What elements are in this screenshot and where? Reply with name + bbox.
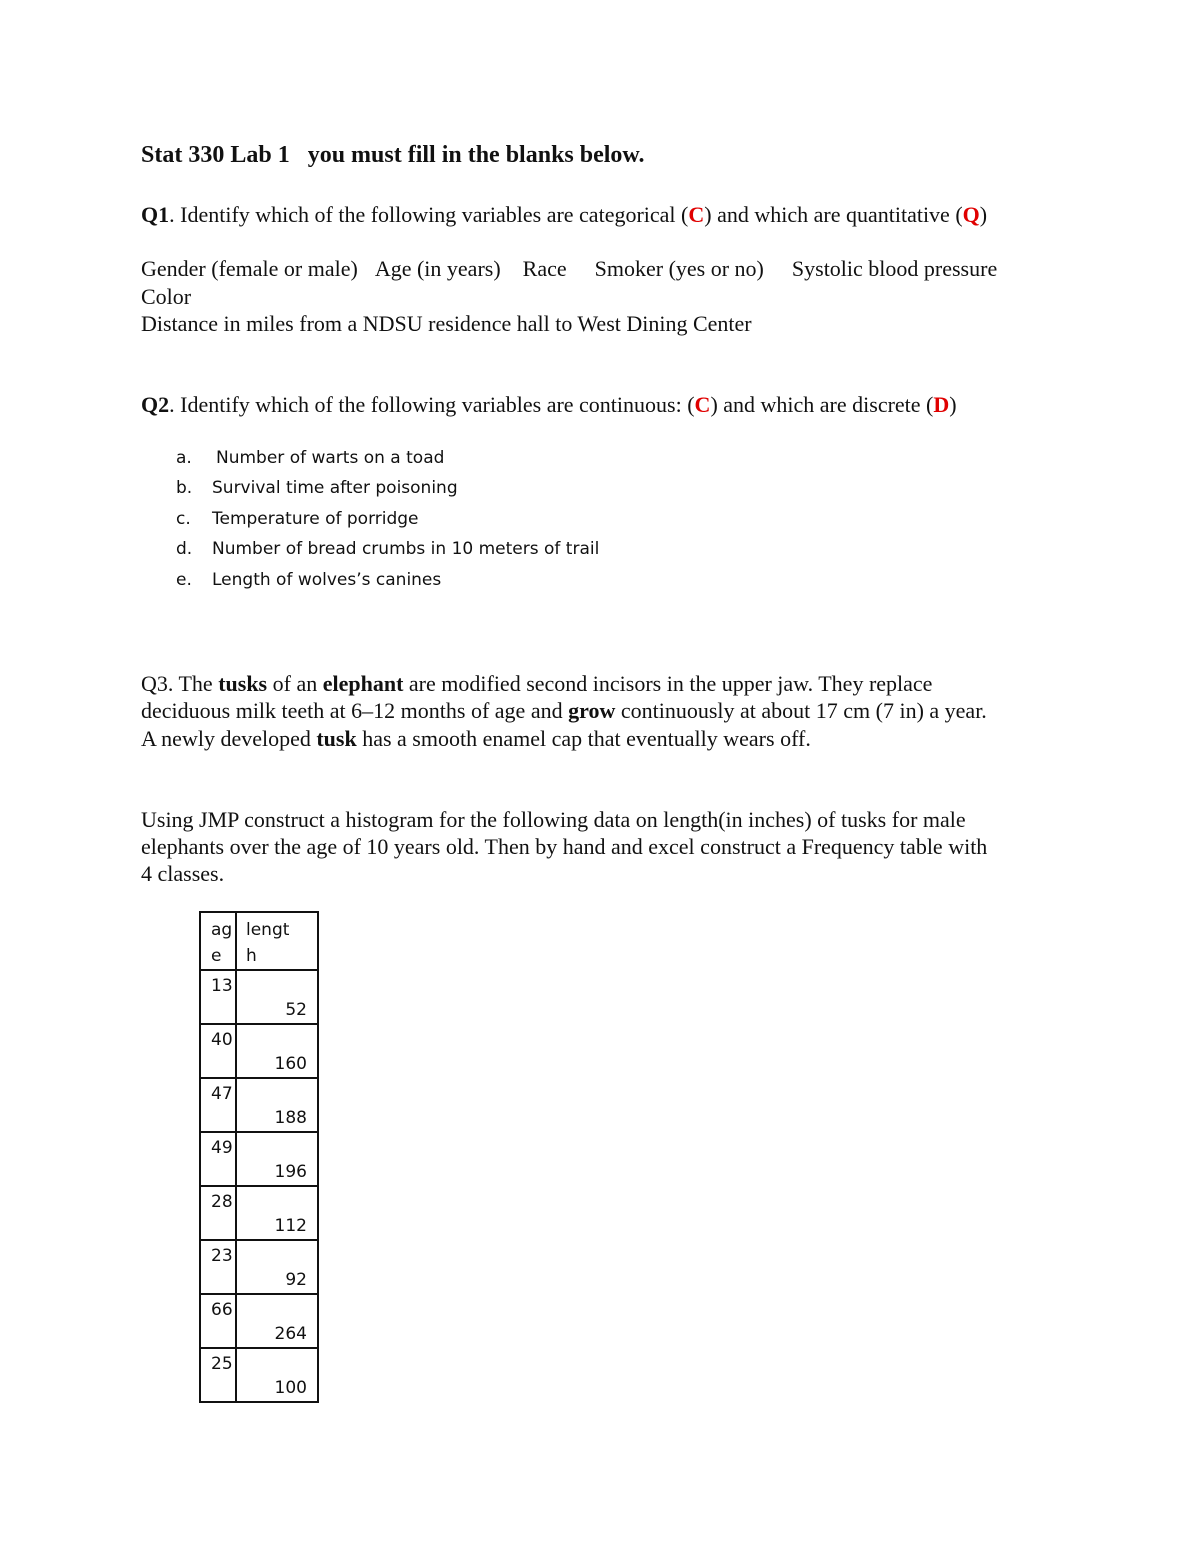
variable-race: Race — [522, 256, 567, 281]
variable-distance: Distance in miles from a NDSU residence hall to West Dining Center — [141, 311, 752, 336]
length-cell: 196 — [274, 1162, 307, 1182]
length-cell: 52 — [285, 1000, 307, 1020]
age-cell: 40 — [211, 1030, 233, 1050]
variable-age: Age (in years) — [374, 256, 501, 281]
q1-label: Q1 — [141, 202, 170, 227]
q1-categorical-code: C — [688, 202, 705, 227]
q2-item-list — [176, 446, 599, 598]
list-item: e. Length of wolves’s canines — [176, 569, 442, 590]
q3-instructions-line2: elephants over the age of 10 years old. Then by hand and excel construct a Frequency table with — [141, 834, 988, 859]
q3-instructions-line3: 4 classes. — [141, 861, 225, 886]
title-instruction: you must fill in the blanks below. — [307, 142, 645, 168]
age-cell: 13 — [211, 976, 233, 996]
variable-gender: Gender (female or male) — [141, 256, 358, 281]
list-item: b. Survival time after poisoning — [176, 478, 458, 499]
q3-paragraph-line3: A newly developed tusk has a smooth enamel cap that eventually wears off. — [141, 726, 811, 751]
table-row — [200, 1348, 318, 1402]
q1-prompt: Q1. Identify which of the following variables are categorical (C) and which are quantitative (Q) — [141, 202, 988, 227]
q2-discrete-code: D — [933, 392, 950, 417]
length-cell: 188 — [274, 1108, 307, 1128]
length-cell: 264 — [274, 1324, 307, 1344]
length-cell: 112 — [274, 1216, 307, 1236]
q1-variables-line — [141, 255, 997, 282]
length-cell: 160 — [274, 1054, 307, 1074]
age-cell: 47 — [211, 1084, 233, 1104]
tusk-data-table — [199, 911, 319, 1403]
q2-continuous-code: C — [694, 392, 711, 417]
age-cell: 28 — [211, 1192, 233, 1212]
q2-label: Q2 — [141, 392, 170, 417]
length-cell: 100 — [274, 1378, 307, 1398]
page-title — [141, 142, 644, 169]
variable-smoker: Smoker (yes or no) — [594, 256, 764, 281]
header-age: age — [200, 912, 236, 970]
q3-paragraph-line2: deciduous milk teeth at 6–12 months of age and grow continuously at about 17 cm (7 in) a year. — [141, 698, 987, 723]
table-row — [200, 1024, 318, 1078]
age-cell: 49 — [211, 1138, 233, 1158]
variable-blood-pressure: Systolic blood pressure — [791, 256, 998, 281]
variable-color: Color — [141, 284, 192, 309]
table-row — [200, 1294, 318, 1348]
table-row — [200, 970, 318, 1024]
table-header-row — [200, 912, 318, 970]
table-row — [200, 1132, 318, 1186]
age-cell: 23 — [211, 1246, 233, 1266]
q1-quantitative-code: Q — [962, 202, 980, 227]
age-cell: 66 — [211, 1300, 233, 1320]
list-item: d. Number of bread crumbs in 10 meters of trail — [176, 539, 600, 560]
table-row — [200, 1186, 318, 1240]
q2-prompt: Q2. Identify which of the following variables are continuous: (C) and which are discrete (D) — [141, 392, 957, 417]
table-row — [200, 1240, 318, 1294]
list-item: a. Number of warts on a toad — [176, 448, 445, 468]
length-cell: 92 — [285, 1270, 307, 1290]
title-course: Stat 330 Lab 1 — [141, 142, 290, 168]
age-cell: 25 — [211, 1354, 233, 1374]
table-row — [200, 1078, 318, 1132]
q3-paragraph-line1: Q3. The tusks of an elephant are modified second incisors in the upper jaw. They replace — [141, 671, 933, 696]
header-length: length — [236, 912, 318, 970]
list-item: c. Temperature of porridge — [176, 508, 419, 529]
q3-instructions-line1: Using JMP construct a histogram for the following data on length(in inches) of tusks for male — [141, 807, 966, 832]
